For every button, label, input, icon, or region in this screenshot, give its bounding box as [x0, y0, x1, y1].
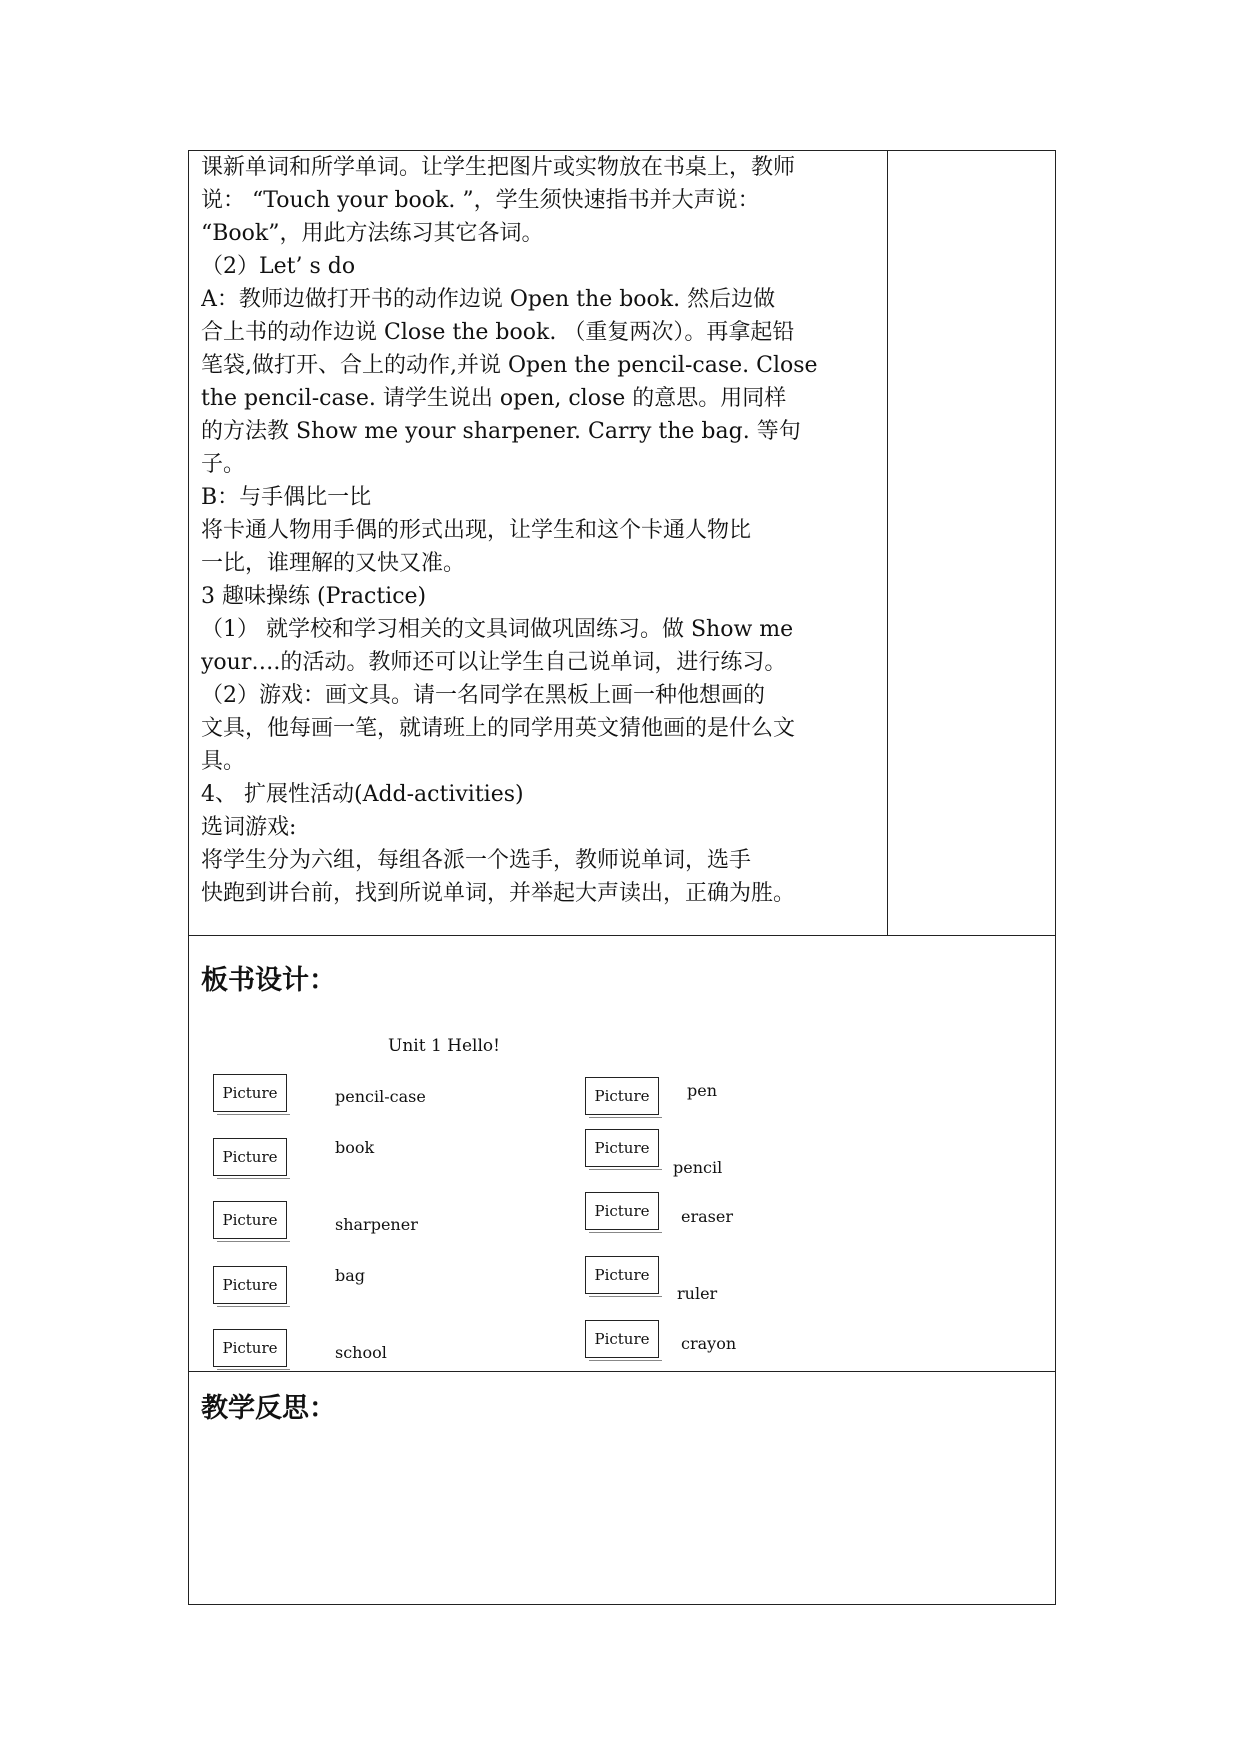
picture-label: Picture: [222, 1339, 278, 1357]
teaching-reflection-cell: [188, 1371, 1056, 1605]
board-unit-heading: Unit 1 Hello!: [388, 1036, 500, 1056]
text-line: “Book”，用此方法练习其它各词。: [201, 221, 544, 246]
text-line: 笔袋,做打开、合上的动作,并说 Open the pencil-case. Close: [201, 353, 818, 378]
picture-label: Picture: [222, 1276, 278, 1294]
text-line: 文具，他每画一笔，就请班上的同学用英文猜他画的是什么文: [201, 716, 796, 741]
board-word: book: [335, 1138, 375, 1157]
picture-box: [213, 1201, 287, 1239]
picture-label: Picture: [594, 1266, 650, 1284]
text-line: （2）游戏：画文具。请一名同学在黑板上画一种他想画的: [201, 683, 765, 708]
text-line: 具。: [201, 749, 246, 774]
text-line: 将学生分为六组，每组各派一个选手，教师说单词，选手: [201, 848, 752, 873]
picture-box: [213, 1074, 287, 1112]
picture-label: Picture: [222, 1148, 278, 1166]
picture-label: Picture: [222, 1211, 278, 1229]
picture-box: [585, 1129, 659, 1167]
board-word: eraser: [681, 1207, 733, 1226]
text-line: 将卡通人物用手偶的形式出现，让学生和这个卡通人物比: [201, 518, 752, 543]
lesson-procedure-text: [201, 151, 887, 937]
board-word: sharpener: [335, 1215, 418, 1234]
text-line: your….的活动。教师还可以让学生自己说单词，进行练习。: [201, 650, 787, 675]
text-line: 选词游戏:: [201, 815, 297, 840]
board-word: pencil: [673, 1158, 723, 1177]
text-line: B：与手偶比一比: [201, 485, 372, 510]
text-line: the pencil-case. 请学生说出 open, close 的意思。用同样: [201, 386, 787, 411]
picture-box: [585, 1077, 659, 1115]
picture-label: Picture: [594, 1330, 650, 1348]
lesson-procedure-cell: [188, 150, 1056, 936]
board-word: crayon: [681, 1334, 737, 1353]
picture-label: Picture: [594, 1139, 650, 1157]
side-column-divider: [887, 151, 888, 935]
board-design-title: 板书设计：: [201, 965, 336, 996]
picture-box: [585, 1320, 659, 1358]
text-line: 3 趣味操练 (Practice): [201, 584, 427, 609]
text-line: 4、 扩展性活动(Add-activities): [201, 782, 524, 807]
text-line: 一比，谁理解的又快又准。: [201, 551, 466, 576]
board-word: ruler: [677, 1284, 718, 1303]
board-word: school: [335, 1343, 387, 1362]
text-line: 课新单词和所学单词。让学生把图片或实物放在书桌上，教师: [201, 155, 796, 180]
text-line: （2）Let’ s do: [201, 254, 356, 279]
picture-box: [585, 1192, 659, 1230]
board-word: pen: [687, 1081, 718, 1100]
picture-label: Picture: [594, 1087, 650, 1105]
board-word: bag: [335, 1266, 366, 1285]
picture-box: [585, 1256, 659, 1294]
picture-label: Picture: [222, 1084, 278, 1102]
text-line: 合上书的动作边说 Close the book. （重复两次）。再拿起铅: [201, 320, 795, 345]
text-line: A：教师边做打开书的动作边说 Open the book. 然后边做: [201, 287, 776, 312]
board-word: pencil-case: [335, 1087, 426, 1106]
picture-label: Picture: [594, 1202, 650, 1220]
picture-box: [213, 1138, 287, 1176]
picture-box: [213, 1266, 287, 1304]
text-line: 子。: [201, 452, 246, 477]
teaching-reflection-title: 教学反思：: [201, 1393, 336, 1424]
text-line: 的方法教 Show me your sharpener. Carry the bag. 等句: [201, 419, 801, 444]
text-line: 快跑到讲台前，找到所说单词，并举起大声读出，正确为胜。: [201, 881, 796, 906]
text-line: （1） 就学校和学习相关的文具词做巩固练习。做 Show me: [201, 617, 794, 642]
board-design-cell: [188, 935, 1056, 1372]
text-line: 说： “Touch your book. ”，学生须快速指书并大声说：: [201, 188, 760, 213]
picture-box: [213, 1329, 287, 1367]
